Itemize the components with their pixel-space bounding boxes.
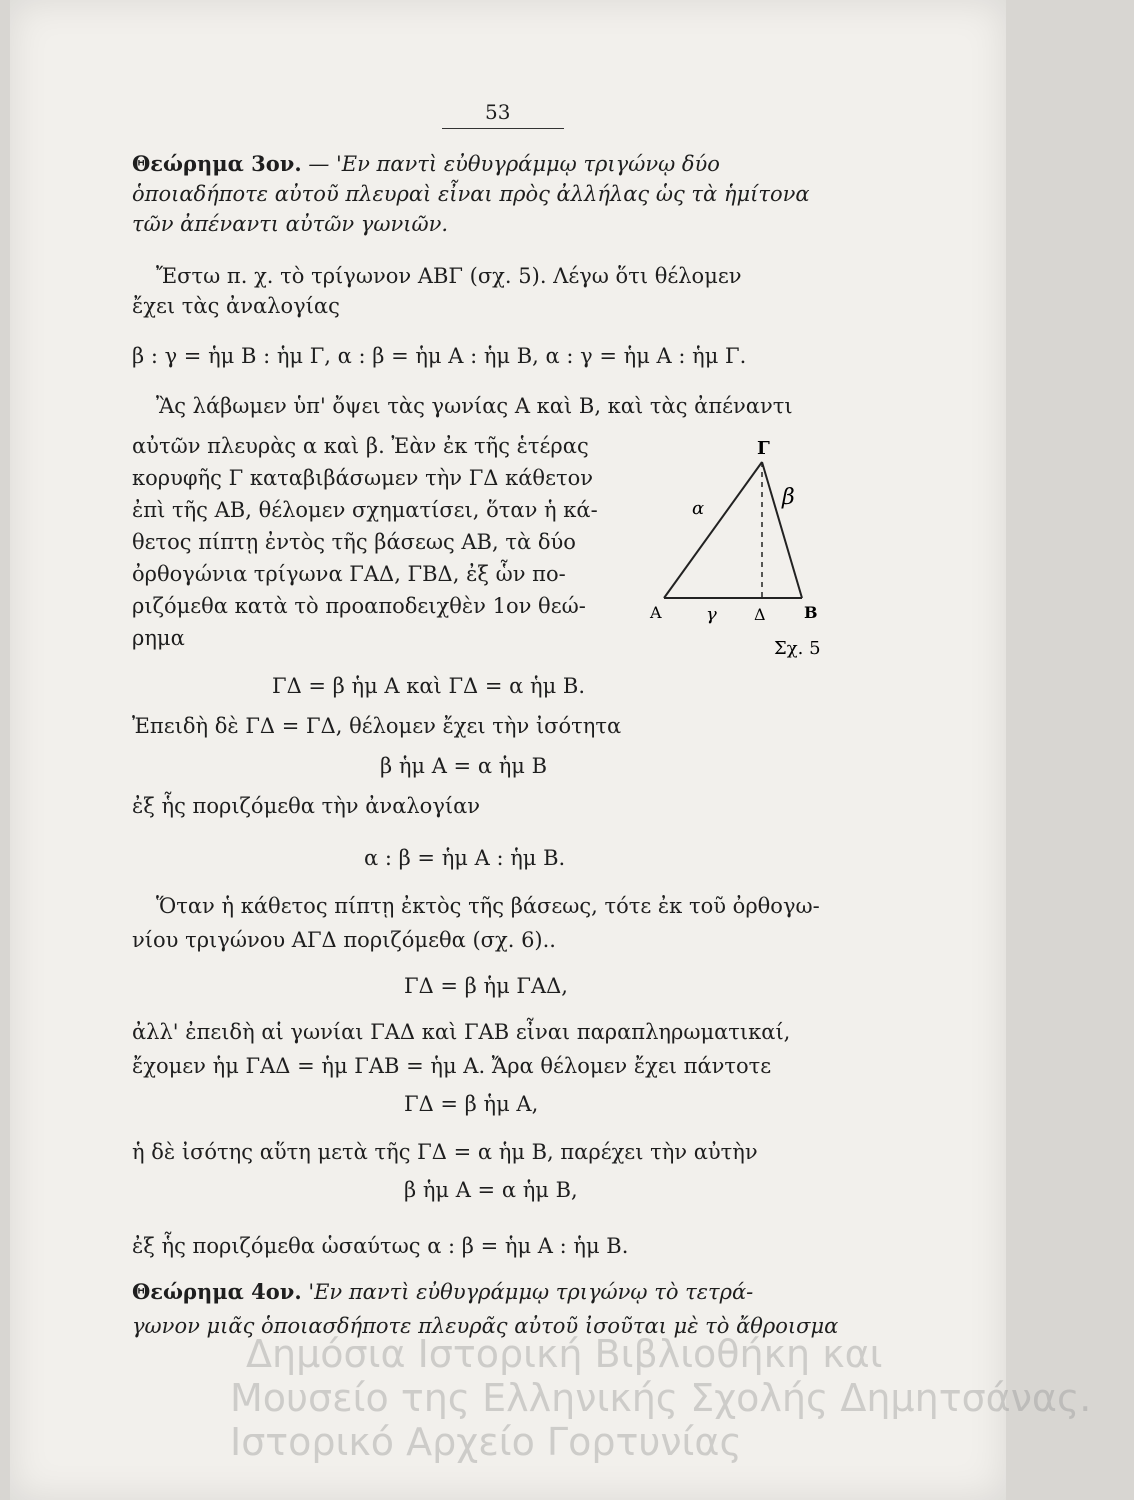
theorem3-label: Θεώρημα 3ον. xyxy=(132,151,302,176)
text-line-10: ρημα xyxy=(132,626,185,650)
text-line-4: αὐτῶν πλευρὰς α καὶ β. Ἐὰν ἐκ τῆς ἑτέρας xyxy=(132,434,589,458)
page-number: 53 xyxy=(485,100,511,124)
vertex-alpha-label: Α xyxy=(650,603,662,622)
theorem3-statement-2: ὁποιαδήποτε αὐτοῦ πλευραὶ εἶναι πρὸς ἀλλήλας ὡς τὰ ἡμίτονα xyxy=(132,182,810,206)
equation-5: ΓΔ = β ἡμ ΓΑΔ, xyxy=(404,974,568,998)
theorem4-statement-1: 'Εν παντὶ εὐθυγράμμῳ τριγώνῳ τὸ τετρά- xyxy=(308,1280,754,1304)
theorem3-statement-3: τῶν ἀπέναντι αὐτῶν γωνιῶν. xyxy=(132,212,449,236)
watermark-line-1: Δημόσια Ιστορική Βιβλιοθήκη και xyxy=(246,1332,883,1376)
foot-delta-label: Δ xyxy=(754,605,766,624)
theorem3-statement-1: — 'Εν παντὶ εὐθυγράμμῳ τριγώνῳ δύο xyxy=(308,152,720,176)
text-line-6: ἐπὶ τῆς ΑΒ, θέλομεν σχηματίσει, ὅταν ἡ κά- xyxy=(132,498,598,522)
text-line-13: Ὅταν ἡ κάθετος πίπτῃ ἐκτὸς τῆς βάσεως, τότε ἐκ τοῦ ὀρθογω- xyxy=(156,894,820,918)
text-line-18: ἐξ ἧς ποριζόμεθα ὡσαύτως α : β = ἡμ Α : ἡμ Β. xyxy=(132,1234,629,1258)
header-rule xyxy=(442,128,564,129)
text-line-17: ἡ δὲ ἰσότης αὕτη μετὰ τῆς ΓΔ = α ἡμ Β, παρέχει τὴν αὐτὴν xyxy=(132,1140,758,1164)
equation-3: β ἡμ Α = α ἡμ Β xyxy=(380,754,548,778)
text-line-2: ἔχει τὰς ἀναλογίας xyxy=(132,294,340,318)
inner-gamma-label: γ xyxy=(706,604,717,625)
text-line-1: Ἔστω π. χ. τὸ τρίγωνον ΑΒΓ (σχ. 5). Λέγω ὅτι θέλομεν xyxy=(156,264,742,288)
watermark-line-3: Ιστορικό Αρχείο Γορτυνίας xyxy=(230,1420,742,1464)
equation-2: ΓΔ = β ἡμ Α καὶ ΓΔ = α ἡμ Β. xyxy=(272,674,586,698)
equation-1: β : γ = ἡμ Β : ἡμ Γ, α : β = ἡμ Α : ἡμ Β, α : γ = ἡμ Α : ἡμ Γ. xyxy=(132,344,747,368)
vertex-gamma-label: Γ xyxy=(757,438,770,459)
text-line-11: Ἐπειδὴ δὲ ΓΔ = ΓΔ, θέλομεν ἔχει τὴν ἰσότητα xyxy=(132,714,622,738)
equation-7: β ἡμ Α = α ἡμ Β, xyxy=(404,1178,578,1202)
side-a-label: α xyxy=(692,498,705,519)
equation-6: ΓΔ = β ἡμ Α, xyxy=(404,1092,539,1116)
theorem4-label: Θεώρημα 4ον. xyxy=(132,1279,302,1304)
theorem4-line1 xyxy=(132,1278,862,1306)
vertex-beta-label: Β xyxy=(804,603,818,622)
text-line-5: κορυφῆς Γ καταβιβάσωμεν τὴν ΓΔ κάθετον xyxy=(132,466,593,490)
theorem4-statement-2: γωνον μιᾶς ὁποιασδήποτε πλευρᾶς αὐτοῦ ἰσοῦται μὲ τὸ ἄθροισμα xyxy=(132,1314,839,1338)
figure-caption: Σχ. 5 xyxy=(774,638,821,659)
triangle-figure xyxy=(630,438,830,670)
theorem3-line1 xyxy=(132,150,862,178)
equation-4: α : β = ἡμ Α : ἡμ Β. xyxy=(364,846,566,870)
text-line-15: ἀλλ' ἐπειδὴ αἱ γωνίαι ΓΑΔ καὶ ΓΑΒ εἶναι παραπληρωματικαί, xyxy=(132,1020,791,1044)
side-b-line xyxy=(762,462,802,598)
text-line-9: ριζόμεθα κατὰ τὸ προαποδειχθὲν 1ον θεώ- xyxy=(132,594,586,618)
watermark-line-2: Μουσείο της Ελληνικής Σχολής Δημητσάνας. xyxy=(230,1376,1092,1420)
side-b-label: β xyxy=(782,485,795,510)
text-line-16: ἔχομεν ἡμ ΓΑΔ = ἡμ ΓΑΒ = ἡμ Α. Ἄρα θέλομεν ἔχει πάντοτε xyxy=(132,1054,772,1078)
side-a-line xyxy=(664,462,762,598)
text-line-3: Ἂς λάβωμεν ὑπ' ὄψει τὰς γωνίας Α καὶ Β, καὶ τὰς ἀπέναντι xyxy=(156,394,793,418)
text-line-12: ἐξ ἧς ποριζόμεθα τὴν ἀναλογίαν xyxy=(132,794,481,818)
text-line-14: νίου τριγώνου ΑΓΔ ποριζόμεθα (σχ. 6).. xyxy=(132,928,556,952)
text-line-7: θετος πίπτῃ ἐντὸς τῆς βάσεως ΑΒ, τὰ δύο xyxy=(132,530,576,554)
book-page xyxy=(10,0,1092,1500)
text-line-8: ὀρθογώνια τρίγωνα ΓΑΔ, ΓΒΔ, ἐξ ὧν πο- xyxy=(132,562,566,586)
